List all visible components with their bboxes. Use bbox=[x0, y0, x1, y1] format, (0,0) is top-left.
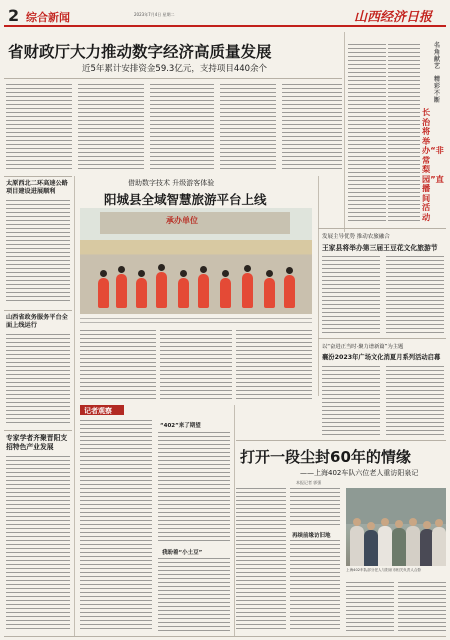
lead-body-col3 bbox=[150, 84, 214, 172]
right-story1-title: 长治将举办“非常梨园”直播间活动 bbox=[422, 107, 444, 222]
left-story3-body bbox=[6, 456, 70, 632]
right-rule-2 bbox=[318, 338, 446, 339]
lower-body-col4 bbox=[398, 582, 446, 632]
lower-body-col1 bbox=[236, 488, 286, 632]
right-side-tag-1: 名角献艺 bbox=[434, 42, 441, 70]
lower-body-col2b bbox=[290, 540, 340, 632]
feature-body-col3 bbox=[236, 330, 312, 400]
lead-body-col4 bbox=[220, 84, 276, 172]
left-rule-2 bbox=[4, 310, 72, 311]
right-column-divider bbox=[344, 32, 345, 232]
feature-title: 阳城县全域智慧旅游平台上线 bbox=[104, 192, 267, 207]
right-story3-title: 襄汾2023年广场文化消夏月系列活动启幕 bbox=[322, 354, 441, 361]
left-rule-1 bbox=[4, 176, 72, 177]
right-rule-1 bbox=[318, 228, 446, 229]
left-column-divider bbox=[74, 176, 75, 636]
page-bottom-rule bbox=[4, 636, 446, 637]
center-right-divider bbox=[318, 176, 319, 396]
right-story3-body-col1 bbox=[322, 366, 380, 436]
left-story2-title: 山西省政务服务平台全面上线运行 bbox=[6, 314, 68, 329]
stage-banner-text: 承办单位 bbox=[166, 216, 198, 225]
left-story1-body bbox=[6, 200, 70, 304]
page-number: 2 bbox=[8, 6, 20, 25]
lower-body-col3 bbox=[346, 582, 394, 632]
right-story3-body-col2 bbox=[386, 366, 444, 436]
lead-body-col2 bbox=[78, 84, 144, 172]
group-photo-caption: 上海402车队部分老人与阳泉市相关负责人合影 bbox=[346, 568, 422, 572]
paper-name-logo: 山西经济日报 bbox=[354, 10, 433, 25]
left-story2-body bbox=[6, 334, 70, 424]
notes-body-1 bbox=[80, 420, 152, 630]
right-story2-body-col1 bbox=[322, 256, 380, 334]
section-name: 综合新闻 bbox=[26, 11, 70, 24]
right-story1-body-col1 bbox=[348, 44, 386, 222]
left-story1-title: 太原西北二环高速公路项目建设进展顺利 bbox=[6, 180, 68, 195]
right-side-tag-2: 精彩不断 bbox=[434, 76, 441, 104]
feature-body-col1 bbox=[80, 330, 156, 400]
notes-subhead-1: “402”来了期望 bbox=[160, 423, 201, 429]
issue-date: 2023年7月4日 星期二 bbox=[134, 12, 175, 17]
right-story2-body-col2 bbox=[386, 256, 444, 334]
left-story3-title: 专家学者齐聚晋阳支招特色产业发展 bbox=[6, 434, 68, 451]
masthead bbox=[4, 6, 446, 24]
lead-title: 省财政厅大力推动数字经济高质量发展 bbox=[8, 43, 272, 61]
lower-divider bbox=[234, 405, 235, 636]
right-story3-kicker: 以“奋进正当时·聚力谱新篇”为主题 bbox=[322, 344, 404, 350]
right-story2-kicker: 发展主导优势 推动农旅融合 bbox=[322, 234, 390, 240]
photo-caption bbox=[80, 318, 312, 326]
stone-wall bbox=[346, 488, 446, 524]
notes-label: 记者观察 bbox=[84, 407, 112, 415]
notes-body-2 bbox=[158, 432, 230, 542]
lead-subtitle: 近5年累计安排资金59.3亿元，支持项目440余个 bbox=[82, 64, 268, 74]
notes-subhead-2: 我盼着“小土豆” bbox=[162, 550, 203, 556]
right-story2-title: 王家县将举办第三届王豆花文化旅游节 bbox=[322, 244, 438, 252]
lower-feature-rule bbox=[236, 440, 446, 441]
lower-feature-subtitle: ——上海402车队六位老人重访阳泉记 bbox=[300, 469, 419, 477]
feature-kicker: 借助数字技术 升级游客体验 bbox=[128, 179, 215, 187]
lower-subhead: 再续前缘访旧地 bbox=[292, 533, 331, 539]
lead-body-col5 bbox=[282, 84, 342, 172]
lead-rule bbox=[4, 78, 342, 79]
lower-feature-reporter: 本报记者 郭强 bbox=[296, 480, 322, 485]
dance-performance-photo bbox=[80, 208, 312, 314]
lead-body-col1 bbox=[6, 84, 72, 172]
right-story1-body-col2 bbox=[388, 44, 420, 222]
notes-body-3 bbox=[158, 558, 230, 632]
left-rule-3 bbox=[4, 430, 72, 431]
group-photo bbox=[346, 488, 446, 566]
lower-body-col2 bbox=[290, 488, 340, 528]
lower-feature-title: 打开一段尘封60年的情缘 bbox=[240, 448, 411, 466]
masthead-rule bbox=[4, 25, 446, 27]
feature-body-col2 bbox=[160, 330, 232, 400]
